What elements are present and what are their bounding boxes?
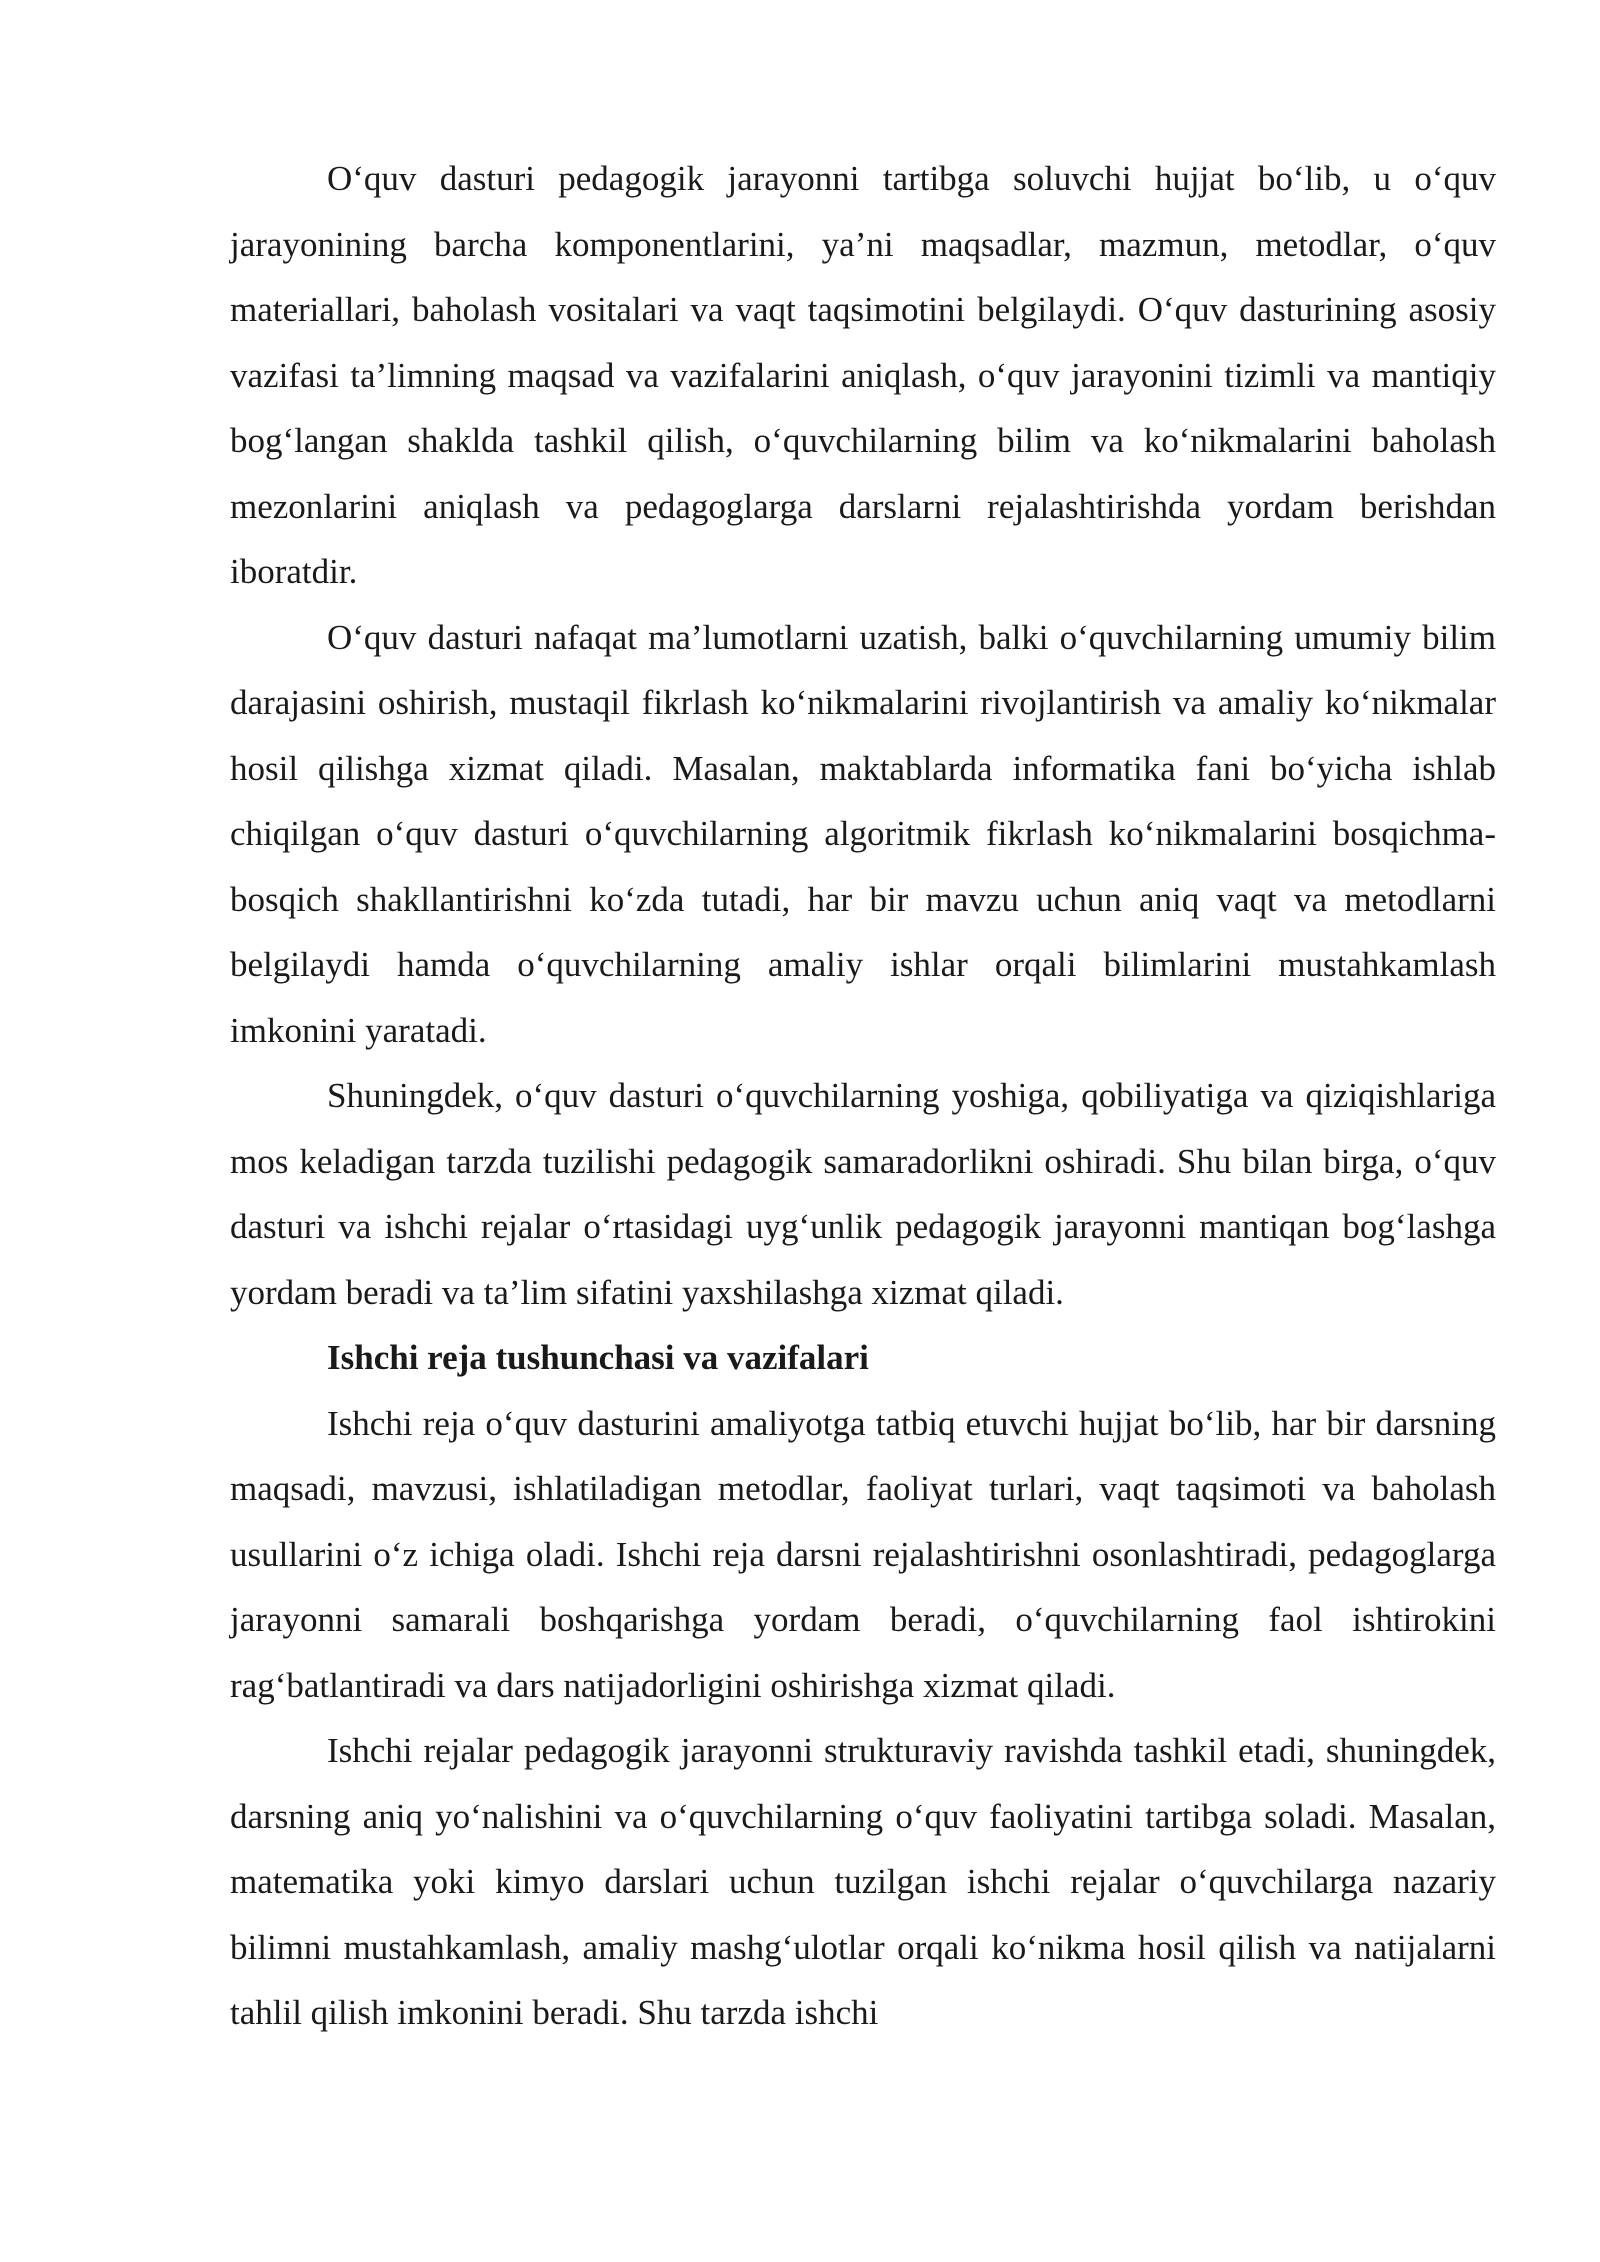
section-heading: Ishchi reja tushunchasi va vazifalari [327,1338,869,1377]
paragraph: O‘quv dasturi pedagogik jarayonni tartibga soluvchi hujjat bo‘lib, u o‘quv jarayonining barcha komponentlarini, ya’ni maqsadlar, mazmun, metodlar, o‘quv materiallari, baholash vositalari va vaqt taqsimotini belgilaydi. O‘quv dasturining asosiy vazifasi ta’limning maqsad va vazifalarini aniqlash, o‘quv jarayonini tizimli va mantiqiy bog‘langan shaklda tashkil qilish, o‘quvchilarning bilim va ko‘nikmalarini baholash mezonlarini aniqlash va pedagoglarga darslarni rejalashtirishda yordam berishdan iboratdir. [230,159,1496,591]
paragraph: O‘quv dasturi nafaqat ma’lumotlarni uzatish, balki o‘quvchilarning umumiy bilim darajasini oshirish, mustaqil fikrlash ko‘nikmalarini rivojlantirish va amaliy ko‘nikmalar hosil qilishga xizmat qiladi. Masalan, maktablarda informatika fani bo‘yicha ishlab chiqilgan o‘quv dasturi o‘quvchilarning algoritmik fikrlash ko‘nikmalarini bosqichma-bosqich shakllantirishni ko‘zda tutadi, har bir mavzu uchun aniq vaqt va metodlarni belgilaydi hamda o‘quvchilarning amaliy ishlar orqali bilimlarini mustahkamlash imkonini yaratadi. [230,617,1496,1050]
paragraph: Ishchi rejalar pedagogik jarayonni strukturaviy ravishda tashkil etadi, shuningdek, darsning aniq yo‘nalishini va o‘quvchilarning o‘quv faoliyatini tartibga soladi. Masalan, matematika yoki kimyo darslari uchun tuzilgan ishchi rejalar o‘quvchilarga nazariy bilimni mustahkamlash, amaliy mashg‘ulotlar orqali ko‘nikma hosil qilish va natijalarni tahlil qilish imkonini beradi. Shu tarzda ishchi [230,1731,1496,2032]
paragraph: Shuningdek, o‘quv dasturi o‘quvchilarning yoshiga, qobiliyatiga va qiziqishlariga mos keladigan tarzda tuzilishi pedagogik samaradorlikni oshiradi. Shu bilan birga, o‘quv dasturi va ishchi rejalar o‘rtasidagi uyg‘unlik pedagogik jarayonni mantiqan bog‘lashga yordam beradi va ta’lim sifatini yaxshilashga xizmat qiladi. [230,1076,1496,1312]
document-page [230,146,1496,2046]
paragraph: Ishchi reja o‘quv dasturini amaliyotga tatbiq etuvchi hujjat bo‘lib, har bir darsning maqsadi, mavzusi, ishlatiladigan metodlar, faoliyat turlari, vaqt taqsimoti va baholash usullarini o‘z ichiga oladi. Ishchi reja darsni rejalashtirishni osonlashtiradi, pedagoglarga jarayonni samarali boshqarishga yordam beradi, o‘quvchilarning faol ishtirokini rag‘batlantiradi va dars natijadorligini oshirishga xizmat qiladi. [230,1403,1496,1705]
